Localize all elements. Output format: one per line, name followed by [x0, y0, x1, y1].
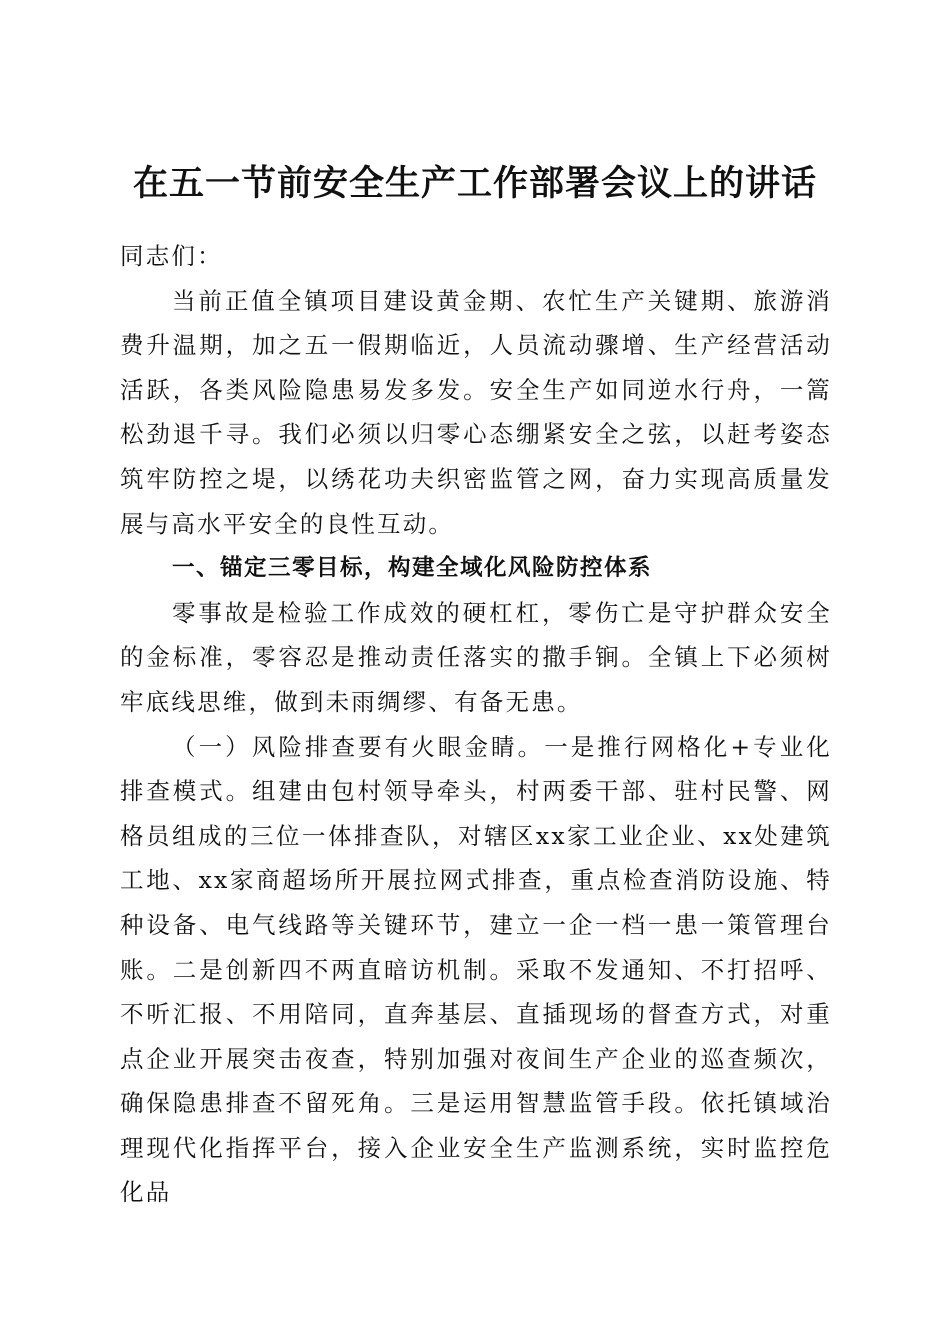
subsection-paragraph: （一）风险排查要有火眼金睛。一是推行网格化+专业化排查模式。组建由包村领导牵头，村两委干部、驻村民警、网格员组成的三位一体排查队，对辖区xx家工业企业、xx处建筑工地、xx家商超场所开展拉网式排查，重点检查消防设施、特种设备、电气线路等关键环节，建立一企一档一患一策管理台账。二是创新四不两直暗访机制。采取不发通知、不打招呼、不听汇报、不用陪同，直奔基层、直插现场的督查方式，对重点企业开展突击夜查，特别加强对夜间生产企业的巡查频次，确保隐患排查不留死角。三是运用智慧监管手段。依托镇域治理现代化指挥平台，接入企业安全生产监测系统，实时监控危化品 [120, 732, 832, 1207]
document-body [120, 234, 832, 1215]
intro-paragraph: 当前正值全镇项目建设黄金期、农忙生产关键期、旅游消费升温期，加之五一假期临近，人员流动骤增、生产经营活动活跃，各类风险隐患易发多发。安全生产如同逆水行舟，一篙松劲退千寻。我们必须以归零心态绷紧安全之弦，以赶考姿态筑牢防控之堤，以绣花功夫织密监管之网，奋力实现高质量发展与高水平安全的良性互动。 [120, 286, 832, 538]
section-intro-paragraph: 零事故是检验工作成效的硬杠杠，零伤亡是守护群众安全的金标准，零容忍是推动责任落实的撒手锏。全镇上下必须树牢底线思维，做到未雨绸缪、有备无患。 [120, 598, 832, 716]
salutation: 同志们： [120, 242, 223, 270]
document-title: 在五一节前安全生产工作部署会议上的讲话 [132, 163, 817, 205]
section-heading: 一、锚定三零目标，构建全域化风险防控体系 [172, 555, 653, 582]
